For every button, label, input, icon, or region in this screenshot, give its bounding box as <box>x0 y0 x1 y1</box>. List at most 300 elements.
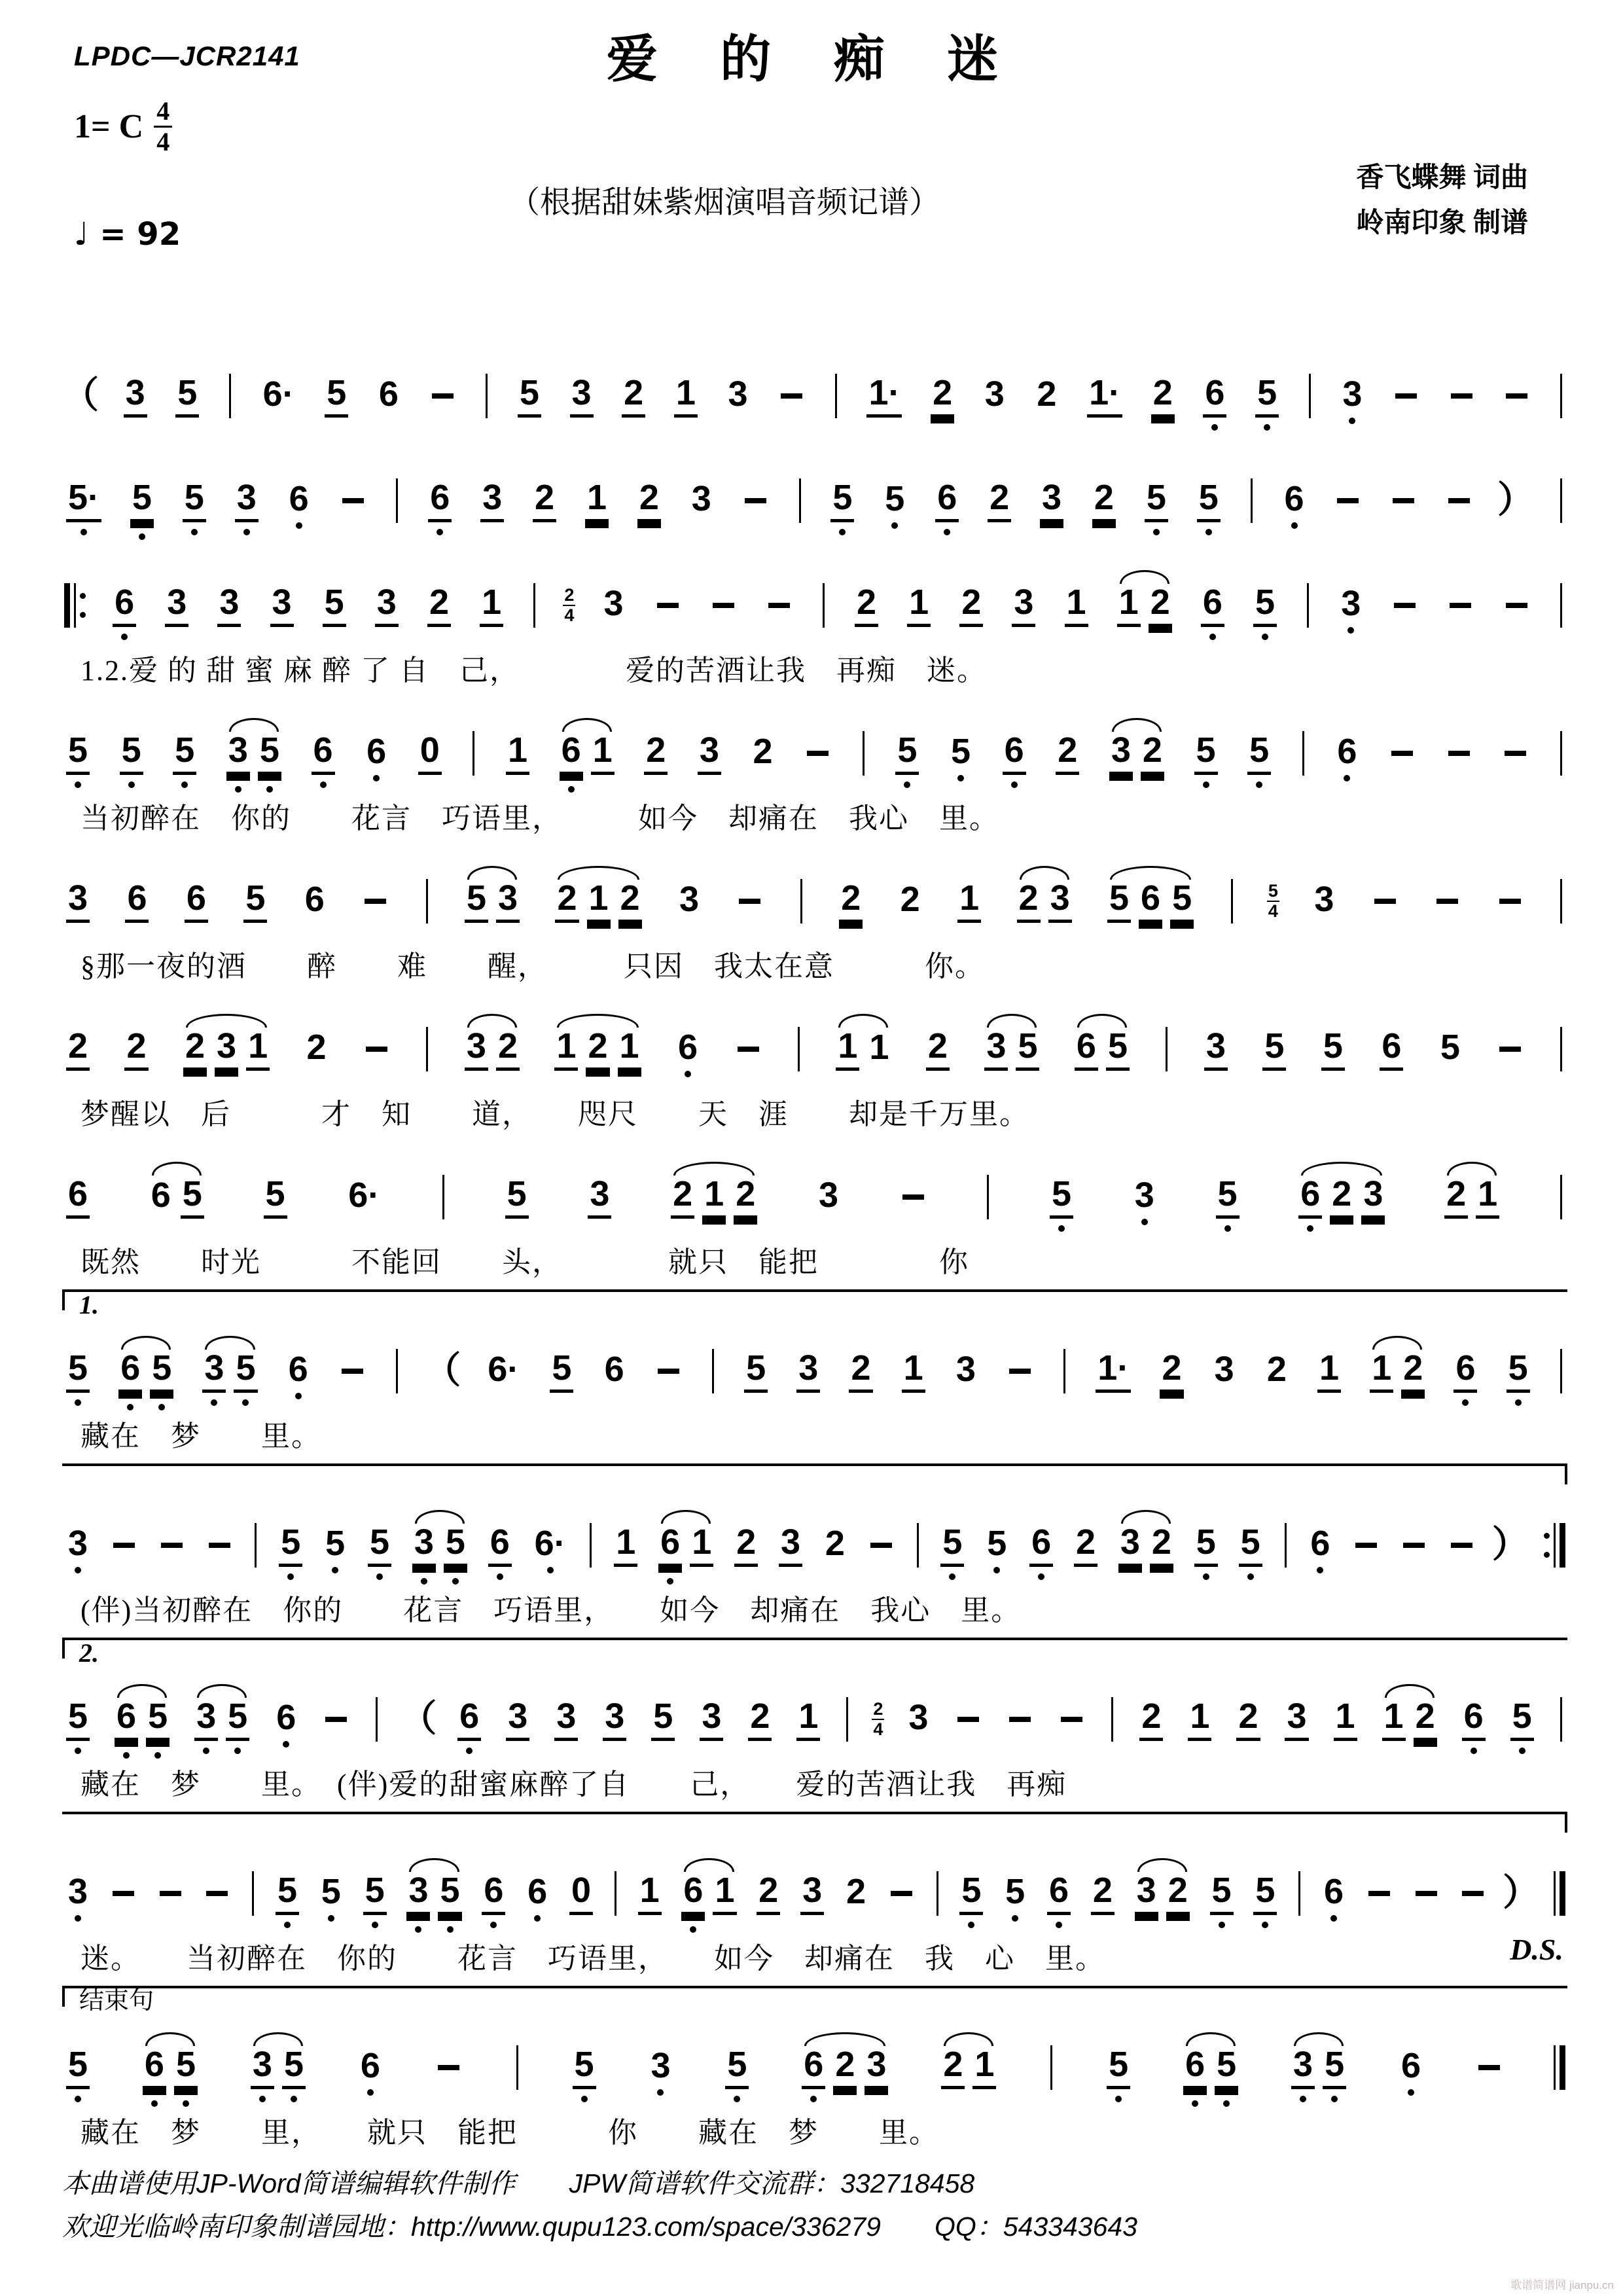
low-octave-dot <box>534 1915 541 1922</box>
verse-line-3 <box>62 846 1567 984</box>
note: 6 <box>115 1698 138 1741</box>
low-octave-dot <box>1300 2096 1306 2102</box>
note: 6 <box>676 1030 700 1069</box>
music-line <box>62 1838 1567 1933</box>
low-octave-dot <box>581 2096 588 2102</box>
note: 2 <box>941 2047 965 2089</box>
music-line <box>62 1664 1567 1759</box>
note: 5 <box>1194 732 1218 775</box>
low-octave-dot <box>1330 1915 1337 1922</box>
lyric-line: (伴)当初醉在 你的 花言 巧语里， 如今 却痛在 我心 里。 <box>80 1594 1022 1626</box>
low-octave-dot <box>1115 2096 1122 2102</box>
note: 6 <box>1380 1028 1403 1071</box>
note: 5 <box>959 1873 983 1915</box>
note: 6 <box>560 732 583 775</box>
low-octave-dot <box>75 1915 81 1922</box>
low-octave-dot <box>1141 1219 1148 1225</box>
barline <box>590 1523 592 1568</box>
note: 2 <box>1139 1698 1163 1741</box>
low-octave-dot <box>1012 1915 1018 1922</box>
music-line <box>62 2012 1567 2108</box>
note: 5 <box>1107 2047 1130 2089</box>
low-octave-dot <box>242 1399 249 1406</box>
note: 3 <box>1214 1350 1234 1389</box>
lyric-line: 1.2.爱 的 甜 蜜 麻 醉 了 自 己， 爱的苦酒让我 再痴 迷。 <box>80 655 987 687</box>
note: 1 <box>1476 1176 1499 1219</box>
low-octave-dot <box>80 529 87 535</box>
low-octave-dot <box>75 1567 81 1573</box>
lyric-line: 梦醒以 后 才 知 道， 咫尺 天 涯 却是千万里。 <box>80 1098 1029 1130</box>
slur-group <box>198 1350 261 1393</box>
note: 1 <box>1065 584 1088 627</box>
note: 3 <box>124 375 147 418</box>
slur-group <box>461 880 524 923</box>
barline <box>533 583 535 628</box>
low-octave-dot <box>547 1567 554 1573</box>
note: 1 <box>957 880 981 923</box>
note: 5 <box>465 880 488 923</box>
note: 5 <box>1253 1873 1277 1915</box>
key-label: 1= C <box>74 108 144 145</box>
low-octave-dot <box>466 1748 473 1754</box>
note: 6 <box>287 481 311 520</box>
barline <box>800 879 802 924</box>
low-octave-dot <box>158 1404 165 1410</box>
dash-note <box>206 1891 228 1896</box>
low-octave-dot <box>1209 634 1216 640</box>
note: 3 <box>779 1524 802 1567</box>
note: 6 <box>365 734 388 773</box>
low-octave-dot <box>1247 1573 1254 1580</box>
coda-line <box>62 1986 1567 2151</box>
note: 5 <box>146 1698 169 1741</box>
volta-label: 结束句 <box>79 1987 154 2015</box>
note: 6 <box>1029 1524 1053 1567</box>
note: 3 <box>235 480 259 522</box>
note: 3 <box>1048 880 1072 923</box>
note: 5 <box>1239 1524 1262 1567</box>
interlude-line <box>62 1463 1567 1628</box>
slur-group <box>402 1870 465 1915</box>
parenthesis: ） <box>1503 1873 1540 1914</box>
note: 3 <box>270 584 294 627</box>
inline-time-signature: 2 4 <box>564 585 575 625</box>
volta-bracket <box>62 1289 1567 1319</box>
note: 5 <box>282 2047 306 2089</box>
rest-note: 0 <box>569 1873 593 1915</box>
note: 6 <box>604 1350 624 1389</box>
slur-group <box>1131 1870 1194 1915</box>
note: 1 <box>1370 1350 1393 1393</box>
dash-note <box>1505 751 1526 756</box>
note: 1 <box>674 375 698 418</box>
note: 6 <box>681 1873 705 1915</box>
note: 6· <box>488 1350 520 1389</box>
note: 5 <box>323 1526 347 1565</box>
low-octave-dot <box>283 1741 289 1748</box>
barline <box>1560 731 1562 776</box>
low-octave-dot <box>127 1404 134 1410</box>
note: 1 <box>1117 584 1141 627</box>
note: 5 <box>363 1873 387 1915</box>
low-octave-dot <box>685 1071 691 1077</box>
low-octave-dot <box>235 786 241 793</box>
dash-note <box>1499 1047 1521 1052</box>
slur-group <box>1105 732 1168 775</box>
note: 6 <box>378 374 399 414</box>
low-octave-dot <box>415 1926 421 1933</box>
note: 2 <box>849 1350 872 1393</box>
note: 3 <box>406 1873 430 1915</box>
low-octave-dot <box>287 1573 294 1580</box>
time-signature <box>154 98 172 155</box>
note: 6· <box>533 1526 568 1565</box>
note: 5 <box>1145 480 1168 522</box>
footer-line-2: 欢迎光临岭南印象制谱园地：http://www.qupu123.com/space/336279 QQ：543343643 <box>62 2211 1137 2242</box>
note: 2 <box>183 1028 207 1071</box>
volta-bracket <box>62 1638 1567 1668</box>
barline <box>426 879 428 924</box>
note: 2 <box>496 1028 520 1071</box>
low-octave-dot <box>993 1567 1000 1573</box>
low-octave-dot <box>1205 529 1212 535</box>
dash-note <box>160 1891 181 1896</box>
lyric-line: §那一夜的酒 醉 难 醒， 只因 我太在意 你。 <box>80 950 985 982</box>
note: 2 <box>757 1873 780 1915</box>
low-octave-dot <box>1153 529 1160 535</box>
slur-group <box>1103 880 1198 923</box>
note: 2 <box>734 1524 758 1567</box>
volta-bracket <box>62 1812 1567 1838</box>
dash-note <box>1403 1543 1425 1548</box>
note: 3 <box>1340 376 1364 416</box>
note: 3 <box>554 1698 578 1741</box>
note: 5 <box>323 584 346 627</box>
dash-note <box>1448 498 1470 503</box>
note: 6 <box>274 1700 298 1739</box>
barline <box>1231 879 1233 924</box>
note: 5 <box>150 1350 173 1393</box>
note: 1 <box>587 880 611 923</box>
slur-group <box>937 2044 1000 2089</box>
slur-group <box>677 1870 740 1915</box>
low-octave-dot <box>1211 424 1218 431</box>
note: 6 <box>1203 375 1226 418</box>
slur-group <box>550 1028 645 1071</box>
quarter-note-icon: ♩ <box>74 216 89 253</box>
note: 6 <box>1183 2047 1207 2089</box>
note: 1 <box>554 1028 578 1071</box>
inline-time-signature: 5 4 <box>1268 881 1278 921</box>
dash-note <box>768 603 790 608</box>
low-octave-dot <box>75 1748 81 1754</box>
note: 5 <box>1170 880 1194 923</box>
barline <box>1111 1697 1113 1742</box>
note: 2 <box>1092 480 1116 522</box>
slur-group <box>408 1524 471 1567</box>
volta-label: 1. <box>79 1290 99 1319</box>
slur-group <box>1071 1028 1133 1071</box>
note: 5 <box>1215 2047 1238 2089</box>
verse-line-2 <box>62 698 1567 836</box>
low-octave-dot <box>1038 1573 1044 1580</box>
slur-group <box>1013 880 1076 923</box>
note: 6 <box>428 480 452 522</box>
parenthesis: （ <box>400 1699 437 1740</box>
dash-note <box>1416 1891 1437 1896</box>
tempo-marking <box>74 216 181 253</box>
note: 5 <box>883 481 906 520</box>
footer-line-1: 本曲谱使用JP-Word简谱编辑软件制作 JPW简谱软件交流群：332718458 <box>62 2168 975 2198</box>
note: 5 <box>1255 375 1279 418</box>
note: 2 <box>533 480 556 522</box>
note: 2 <box>900 880 920 919</box>
score-header <box>62 0 1567 340</box>
low-octave-dot <box>1256 781 1262 788</box>
low-octave-dot <box>437 529 443 535</box>
slur-group <box>179 1028 274 1071</box>
dash-note <box>113 1891 134 1896</box>
low-octave-dot <box>1408 2089 1414 2096</box>
note: 2 <box>926 1028 950 1071</box>
low-octave-dot <box>328 1915 334 1922</box>
note: 1 <box>614 1524 637 1567</box>
low-octave-dot <box>332 1567 338 1573</box>
note: 2 <box>846 1872 866 1911</box>
music-line <box>62 994 1567 1089</box>
note: 6 <box>1335 734 1359 773</box>
note: 2 <box>1444 1176 1468 1219</box>
dash-note <box>738 1047 759 1052</box>
barline <box>936 1871 938 1916</box>
note: 5 <box>174 2047 198 2089</box>
low-octave-dot <box>421 1578 427 1585</box>
repeat-dots <box>80 583 86 628</box>
note: 2 <box>1266 1350 1287 1389</box>
low-octave-dot <box>690 1926 696 1933</box>
note: 2 <box>622 375 645 418</box>
note: 3 <box>818 1175 838 1215</box>
low-octave-dot <box>490 1922 497 1928</box>
barline <box>1063 1349 1065 1393</box>
note: 6 <box>1298 1176 1322 1219</box>
note: 6 <box>151 1175 171 1215</box>
note: 6 <box>143 2047 166 2089</box>
note: 5 <box>1106 1028 1130 1071</box>
note: 1 <box>506 732 529 775</box>
note: 6 <box>935 480 959 522</box>
note: 5 <box>1016 1028 1039 1071</box>
low-octave-dot <box>75 781 81 788</box>
note: 6 <box>359 2048 382 2087</box>
note: 3 <box>480 480 504 522</box>
volta-bracket <box>62 1463 1567 1490</box>
low-octave-dot <box>376 1573 383 1580</box>
note: 3 <box>865 2047 888 2089</box>
barline <box>1560 1697 1562 1742</box>
note: 1 <box>638 1873 662 1915</box>
note: 3 <box>984 374 1005 414</box>
low-octave-dot <box>1331 2096 1338 2102</box>
slur-group <box>980 1028 1043 1071</box>
dash-note <box>1061 1717 1082 1722</box>
note: 1 <box>591 732 615 775</box>
note: 3 <box>251 2047 274 2089</box>
note: 3 <box>66 1874 90 1913</box>
note: 3 <box>165 584 188 627</box>
note: 5 <box>243 880 267 923</box>
dash-note <box>342 1369 363 1374</box>
low-octave-dot <box>181 781 188 788</box>
dash-note <box>113 1543 135 1548</box>
dash-note <box>432 393 454 399</box>
note: 1 <box>702 1176 726 1219</box>
barline <box>1560 583 1562 628</box>
note: 2 <box>1141 732 1164 775</box>
lyric-line: 藏在 梦 里， 就只 能把 你 藏在 梦 里。 <box>80 2117 939 2149</box>
note: 6 <box>1308 1526 1332 1565</box>
note: 3 <box>603 584 624 623</box>
verse-line-4 <box>62 994 1567 1132</box>
time-signature-top: 4 <box>154 98 172 128</box>
note: 1 <box>713 1873 736 1915</box>
note: 5 <box>319 1874 343 1913</box>
barline <box>1285 1523 1287 1568</box>
note: 2 <box>1017 880 1041 923</box>
note: 6 <box>312 732 335 775</box>
note: 6 <box>1047 1873 1071 1915</box>
volta-label: 2. <box>79 1638 99 1668</box>
note: 1 <box>480 584 503 627</box>
low-octave-dot <box>1349 418 1355 424</box>
note: 3 <box>698 732 721 775</box>
repeat-end-barline <box>1542 1523 1567 1568</box>
note: 5 <box>1210 1873 1234 1915</box>
note: 3 <box>1361 1176 1385 1219</box>
low-octave-dot <box>1192 2100 1198 2107</box>
slur-group <box>1287 2044 1350 2089</box>
low-octave-dot <box>1056 1922 1062 1928</box>
low-octave-dot <box>291 2096 297 2102</box>
low-octave-dot <box>452 1578 459 1585</box>
dash-note <box>325 1717 347 1722</box>
note: 5 <box>444 1524 467 1567</box>
slur-group <box>832 1028 895 1071</box>
low-octave-dot <box>128 781 135 788</box>
note: 5 <box>1107 880 1131 923</box>
note: 3 <box>1204 1028 1228 1071</box>
barline <box>1560 1349 1562 1393</box>
note: 3 <box>465 1028 488 1071</box>
note: 3 <box>679 880 700 919</box>
lyric-line: 当初醉在 你的 花言 巧语里， 如今 却痛在 我心 里。 <box>80 802 999 834</box>
note: 6 <box>1462 1698 1486 1741</box>
note: 2 <box>66 1028 90 1071</box>
note: 3 <box>1314 880 1334 919</box>
slur-group <box>1294 1176 1389 1219</box>
note: 6 <box>118 1350 142 1393</box>
note: 2 <box>555 880 579 923</box>
note: 5 <box>183 480 206 522</box>
low-octave-dot <box>75 1399 81 1406</box>
note: 5 <box>1323 2047 1346 2089</box>
dash-note <box>161 1543 183 1548</box>
note: 2 <box>931 375 954 418</box>
note: 5 <box>1050 1176 1073 1219</box>
time-signature-bottom: 4 <box>156 127 170 156</box>
low-octave-dot <box>154 1752 161 1759</box>
note: 5 <box>985 1526 1008 1565</box>
note: 2 <box>1166 1873 1190 1915</box>
note: 2 <box>1056 732 1079 775</box>
note: 2 <box>959 584 983 627</box>
low-octave-dot <box>1264 424 1270 431</box>
dash-note <box>342 498 364 503</box>
note: 2 <box>1236 1698 1260 1741</box>
note: 5 <box>830 480 854 522</box>
barline <box>1560 1027 1562 1071</box>
parenthesis: ） <box>1497 480 1534 521</box>
low-octave-dot <box>968 1922 974 1928</box>
verse-line-1 <box>62 550 1567 689</box>
note: 5 <box>66 1350 90 1393</box>
note: 5 <box>181 1176 204 1219</box>
note: 5 <box>66 2047 90 2089</box>
parenthesis: （ <box>62 376 99 416</box>
barline <box>835 374 837 418</box>
music-line <box>62 1141 1567 1237</box>
credit-arranger: 岭南印象 制谱 <box>1356 208 1528 239</box>
note: 3 <box>202 1350 226 1393</box>
note: 6 <box>66 1176 90 1219</box>
note: 5 <box>276 1873 299 1915</box>
dash-note <box>1394 603 1416 608</box>
note: 3 <box>1339 586 1363 625</box>
low-octave-dot <box>1347 627 1354 634</box>
note: 3 <box>728 374 748 414</box>
low-octave-dot <box>183 2100 189 2107</box>
note: 3 <box>375 584 399 627</box>
low-octave-dot <box>139 533 145 540</box>
note: 2 <box>1150 1524 1173 1567</box>
rest-note: 0 <box>418 732 442 775</box>
low-octave-dot <box>121 634 128 640</box>
note: 1 <box>246 1028 270 1071</box>
note: 3 <box>496 880 520 923</box>
slur-group <box>654 1524 717 1567</box>
low-octave-dot <box>1291 522 1298 529</box>
low-octave-dot <box>373 775 380 781</box>
note: 5 <box>66 1698 90 1741</box>
low-octave-dot <box>657 2089 664 2096</box>
dash-note <box>1462 1891 1484 1896</box>
lyric-line: 藏在 梦 里。 <box>80 1420 321 1452</box>
note: 5 <box>1321 1028 1345 1071</box>
credits <box>1356 156 1528 247</box>
dash-note <box>438 2065 459 2070</box>
low-octave-dot <box>1203 1573 1209 1580</box>
barline <box>798 1027 800 1071</box>
credit-lyricist: 香飞蝶舞 词曲 <box>1356 163 1528 193</box>
slur-group <box>1115 1524 1177 1567</box>
note: 3 <box>1118 1524 1142 1567</box>
note: 2 <box>671 1176 694 1219</box>
low-octave-dot <box>839 529 846 535</box>
page-content <box>62 0 1567 2248</box>
low-octave-dot <box>243 529 250 535</box>
low-octave-dot <box>1515 1399 1522 1406</box>
low-octave-dot <box>296 522 302 529</box>
